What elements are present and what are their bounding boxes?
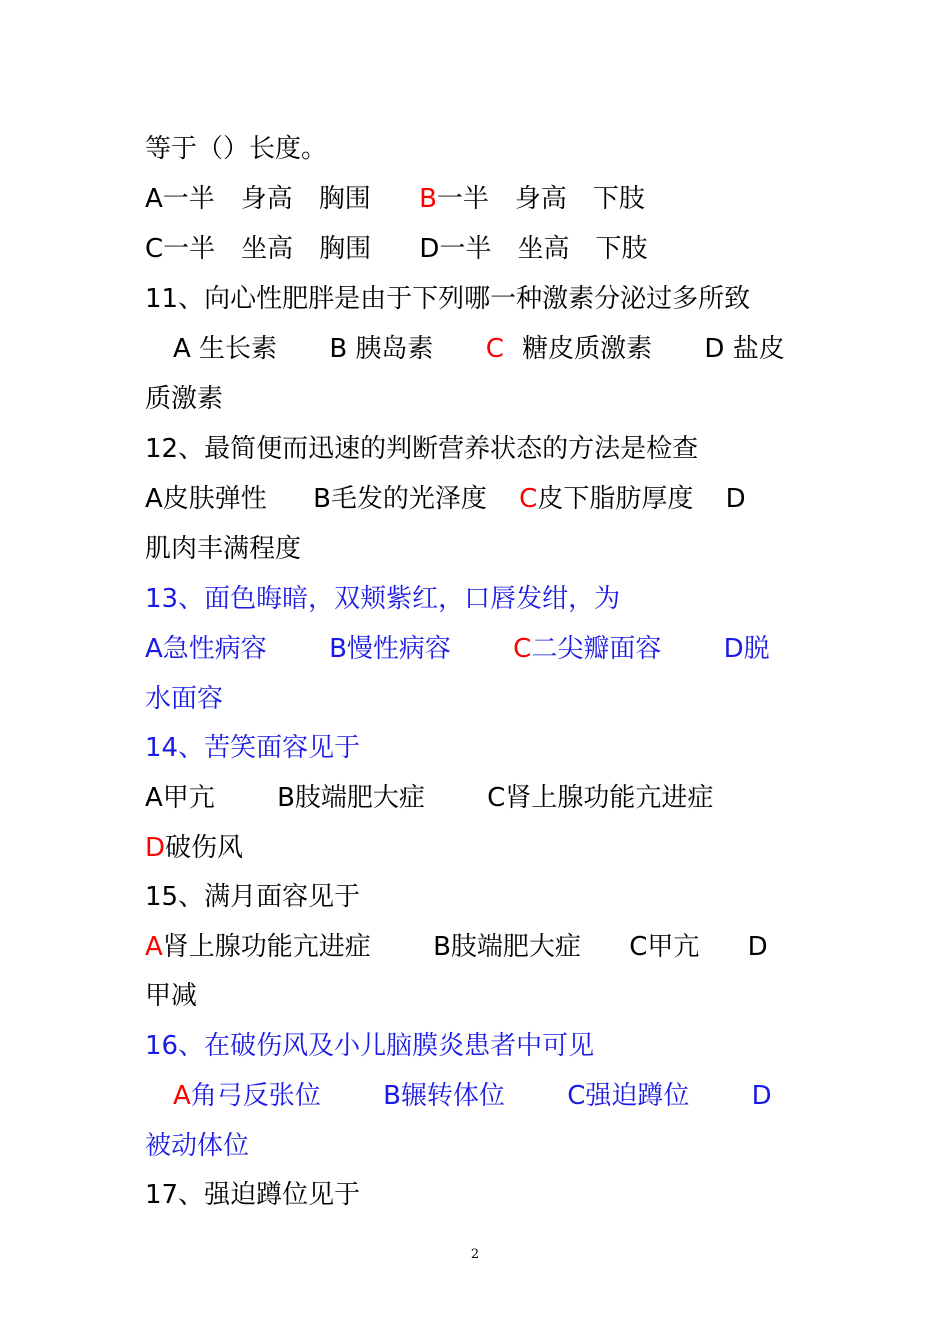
option-c-letter: C — [485, 334, 504, 364]
option-a: 角弓反张位 — [190, 1081, 321, 1111]
option-line — [145, 474, 910, 524]
option-line — [145, 624, 910, 674]
page-number: 2 — [470, 1247, 480, 1262]
text-line — [145, 374, 910, 424]
line-text: 水面容 — [145, 684, 224, 714]
option-a: A一半 身高 胸围 — [145, 184, 371, 214]
question-15 — [145, 872, 910, 922]
text-line — [145, 971, 910, 1021]
option-line — [145, 324, 910, 374]
option-b: 一半 身高 下肢 — [436, 184, 645, 214]
line-text: 肌肉丰满程度 — [145, 534, 302, 564]
option-a: 肾上腺功能亢进症 — [162, 932, 371, 962]
option-a: A 生长素 — [173, 334, 278, 364]
option-d: D — [747, 932, 768, 962]
option-c: C一半 坐高 胸围 — [145, 234, 372, 264]
line-text: 甲减 — [145, 981, 198, 1011]
text-line — [145, 124, 910, 174]
option-line — [145, 224, 910, 274]
option-c: C强迫蹲位 — [567, 1081, 690, 1111]
option-a: A甲亢 — [145, 783, 215, 813]
question-13 — [145, 574, 910, 624]
option-c-letter: C — [513, 634, 532, 664]
question-17 — [145, 1170, 910, 1220]
option-line — [145, 922, 910, 972]
option-c: C甲亢 — [629, 932, 700, 962]
question-12 — [145, 424, 910, 474]
option-a-letter: A — [145, 932, 163, 962]
text-line — [145, 674, 910, 724]
option-d: D 盐皮 — [704, 334, 785, 364]
option-a: A皮肤弹性 — [145, 484, 267, 514]
line-text: 被动体位 — [145, 1131, 250, 1161]
option-b: B辗转体位 — [383, 1081, 505, 1111]
option-b: B毛发的光泽度 — [313, 484, 487, 514]
option-b: B 胰岛素 — [329, 334, 434, 364]
line-text: 质激素 — [145, 384, 224, 414]
question-text: 13、面色晦暗，双颊紫红，口唇发绀，为 — [145, 584, 621, 614]
text-line — [145, 1121, 910, 1171]
option-line — [145, 1071, 910, 1121]
option-d: D一半 坐高 下肢 — [419, 234, 648, 264]
option-a: A急性病容 — [145, 634, 267, 664]
option-c: 糖皮质激素 — [522, 334, 653, 364]
option-b: B肢端肥大症 — [433, 932, 581, 962]
option-line — [145, 174, 910, 224]
question-11 — [145, 274, 910, 324]
option-d: 破伤风 — [165, 833, 244, 863]
line-text: 等于（）长度。 — [145, 134, 328, 164]
question-text: 11、向心性肥胖是由于下列哪一种激素分泌过多所致 — [145, 284, 751, 314]
question-text: 16、在破伤风及小儿脑膜炎患者中可见 — [145, 1031, 595, 1061]
question-text: 12、最简便而迅速的判断营养状态的方法是检查 — [145, 434, 699, 464]
option-b: B肢端肥大症 — [277, 783, 425, 813]
option-d: D — [725, 484, 746, 514]
option-b-letter: B — [419, 184, 437, 214]
question-text: 14、苦笑面容见于 — [145, 733, 361, 763]
option-d: D脱 — [723, 634, 770, 664]
option-c: C肾上腺功能亢进症 — [487, 783, 714, 813]
option-line — [145, 823, 910, 873]
option-a-letter: A — [173, 1081, 191, 1111]
option-d-letter: D — [145, 833, 166, 863]
question-text: 17、强迫蹲位见于 — [145, 1180, 361, 1210]
option-c: 皮下脂肪厚度 — [537, 484, 694, 514]
option-line — [145, 773, 910, 823]
option-c: 二尖瓣面容 — [531, 634, 662, 664]
question-text: 15、满月面容见于 — [145, 882, 361, 912]
option-d: D — [751, 1081, 772, 1111]
option-c-letter: C — [519, 484, 538, 514]
question-16 — [145, 1021, 910, 1071]
option-b: B慢性病容 — [329, 634, 451, 664]
text-line — [145, 524, 910, 574]
question-14 — [145, 723, 910, 773]
